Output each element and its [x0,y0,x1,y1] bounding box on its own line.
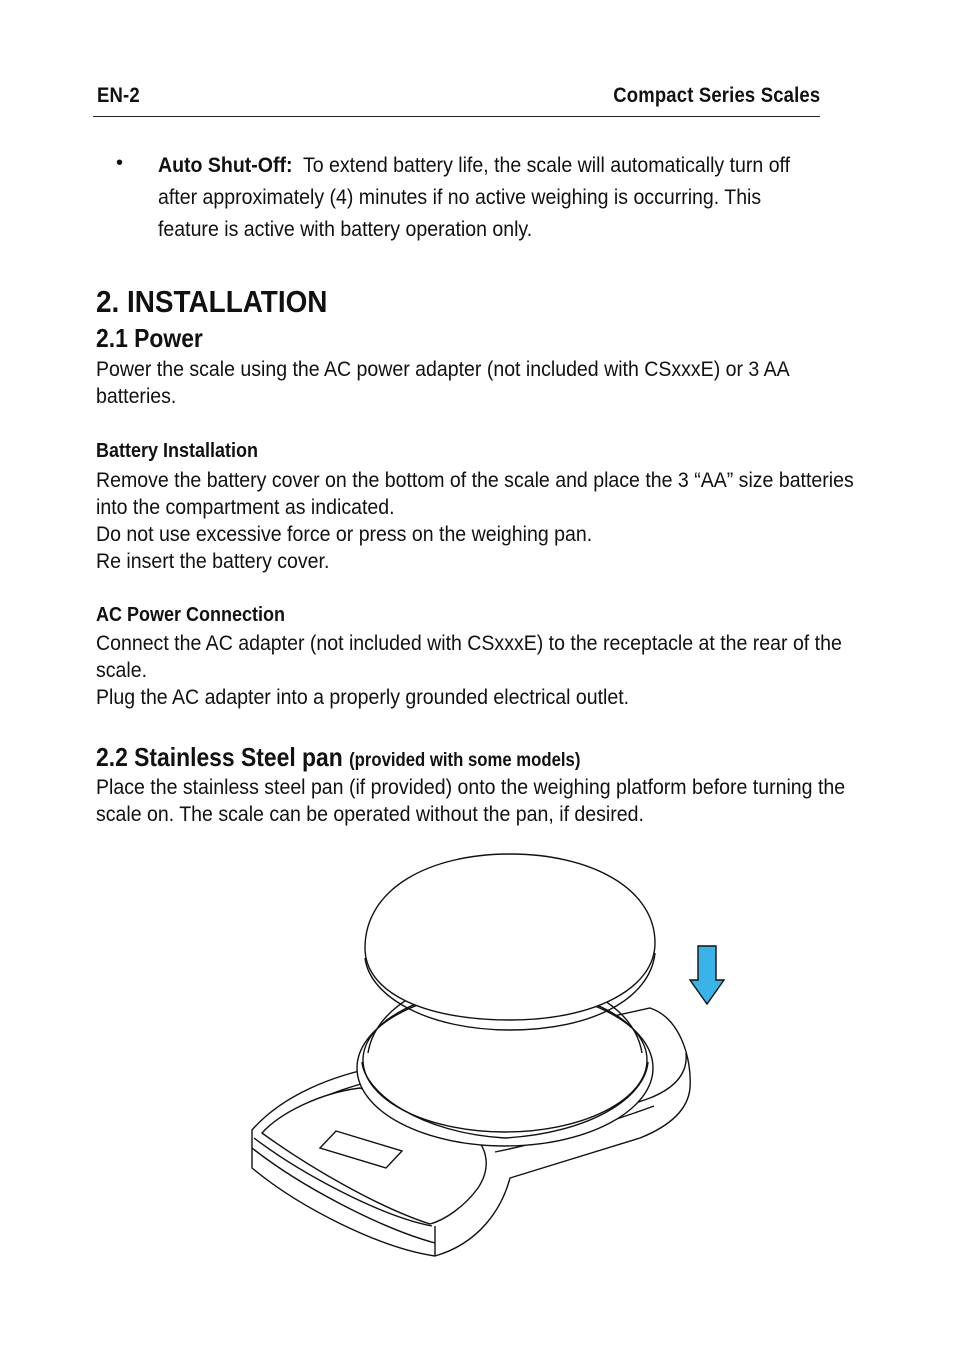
battery-line: Re insert the battery cover. [96,550,330,573]
page-header [93,82,820,117]
battery-instructions [96,467,859,575]
document-title: Compact Series Scales [612,84,820,107]
ac-line: Plug the AC adapter into a properly grounded electrical outlet. [96,686,630,709]
ac-instructions [96,630,859,711]
ac-heading: AC Power Connection [96,604,286,626]
battery-line: Do not use excessive force or press on the weighing pan. [96,523,593,546]
power-heading: 2.1 Power [96,323,203,353]
ac-line: Connect the AC adapter (not included with CSxxxE) to the receptacle at the rear of the scale. [96,632,842,682]
pan-title: 2.2 Stainless Steel pan [96,742,343,772]
bullet-auto-shutoff [158,150,818,246]
battery-line: Remove the battery cover on the bottom of the scale and place the 3 “AA” size batteries into the compartment as indicated. [96,469,854,519]
section-title: 2. INSTALLATION [96,284,328,319]
battery-heading: Battery Installation [96,440,259,462]
pan-heading [96,742,580,773]
scale-illustration [240,848,740,1268]
page-number: EN-2 [97,84,140,107]
pan-text: Place the stainless steel pan (if provided) onto the weighing platform before turning the scale on. The scale can be operated without the pan, if desired. [96,776,846,826]
power-intro: Power the scale using the AC power adapter (not included with CSxxxE) or 3 AA batteries. [96,358,789,408]
bullet-body: To extend battery life, the scale will automatically turn off after approximately (4) minutes if no active weighing is occurring. This feature is active with battery operation only. [158,154,791,241]
pan-subtitle: (provided with some models) [349,750,581,771]
bullet-icon: • [116,152,124,174]
bullet-label: Auto Shut-Off: [158,154,293,177]
arrow-down-icon [690,946,724,1004]
